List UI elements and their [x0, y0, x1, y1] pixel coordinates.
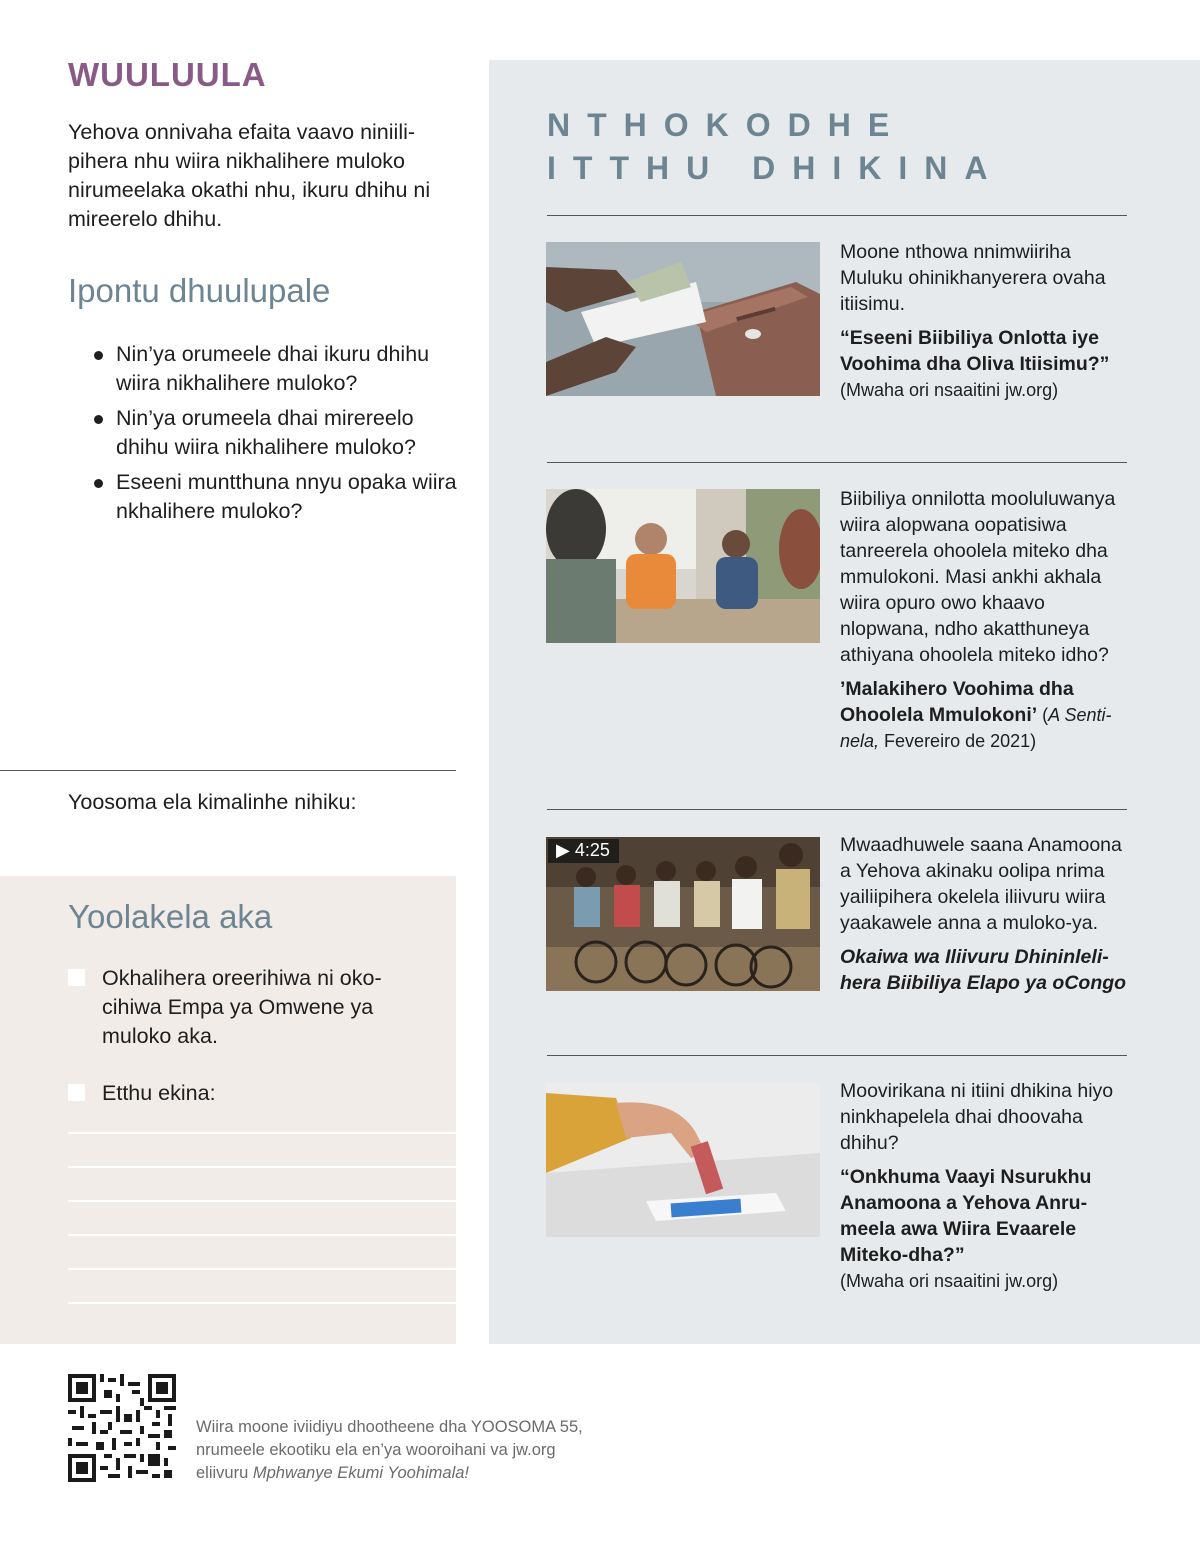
play-icon: ▶	[556, 840, 575, 860]
item-source-publication: A Sentinela,	[840, 705, 1112, 751]
video-duration: 4:25	[574, 840, 610, 860]
meeting-discussion-image[interactable]	[546, 489, 820, 643]
item-description: Biibiliya onnilotta mooluluwanya wiira alopwana oopatisiwa tanreerela ohoolela miteko dha mmulokoni. Masi ankhi akhala wiira opuro owo khaavo nlopwana, ndho akatthuneya athiyana ohoolela miteko idho?	[840, 488, 1116, 666]
explore-heading-line2: ITTHU DHIKINA	[547, 150, 1005, 186]
writing-line[interactable]	[68, 1234, 456, 1236]
review-question: Nin’ya orumeele dhai ikuru dhihu wiira nikhalihere muloko?	[92, 340, 462, 398]
review-heading: Ipontu dhuulupale	[68, 272, 331, 309]
goal-checkbox[interactable]	[68, 969, 85, 986]
item-description: Moovirikana ni itiini dhikina hiyo ninkhapelela dhai dhoovaha dhihu?	[840, 1080, 1114, 1154]
item-description: Mwaadhuwele saana Anamoona a Yehova akinaku oolipa nrima yailiipihera okelela iliivuru wiira yaakawele anna a muloko-ya.	[840, 834, 1122, 934]
explore-item-1	[840, 239, 1135, 403]
explore-heading	[547, 104, 1167, 190]
goal-item[interactable]	[68, 964, 428, 1051]
writing-line[interactable]	[68, 1166, 456, 1168]
footer-line-a: Wiira moone iviidiyu dhootheene dha YOOSOMA 55,	[196, 1418, 583, 1436]
item-divider	[547, 215, 1127, 216]
qr-code[interactable]	[68, 1374, 176, 1482]
item-source: (Mwaha ori nsaaitini jw.org)	[840, 380, 1059, 400]
review-question: Eseeni muntthuna nnyu opaka wiira nkhalihere muloko?	[92, 468, 462, 526]
goal-checkbox[interactable]	[68, 1084, 85, 1101]
item-divider	[547, 809, 1127, 810]
goal-heading: Yoolakela aka	[68, 898, 273, 935]
footer-line-c-prefix: eliivuru	[196, 1464, 253, 1482]
review-question: Nin’ya orumeela dhai mirereelo dhihu wiira nikhalihere muloko?	[92, 404, 462, 462]
item-divider	[547, 462, 1127, 463]
writing-line[interactable]	[68, 1200, 456, 1202]
item-description: Moone nthowa nnimwiiriha Muluku ohinikhanyerera ovaha itiisimu.	[840, 241, 1106, 315]
item-title-link[interactable]: ’Malakihero Voohima dha Ohoolela Mmulokoni’	[840, 678, 1074, 726]
explore-item-3	[840, 832, 1135, 996]
video-duration-badge[interactable]	[548, 839, 619, 863]
explore-heading-line1: NTHOKODHE	[547, 107, 907, 143]
bicycles-group-image[interactable]	[546, 837, 820, 991]
writing-line[interactable]	[68, 1268, 456, 1270]
footer-line-b: nrumeele ekootiku ela en’ya wooroihani va jw.org	[196, 1441, 556, 1459]
item-source: (Mwaha ori nsaaitini jw.org)	[840, 1271, 1059, 1291]
item-title-link[interactable]: “Eseeni Biibiliya Onlotta iye Voohima dha Oliva Itiisimu?”	[840, 327, 1110, 375]
summary-text: Yehova onnivaha efaita vaavo niniilipihera nhu wiira nikhalihere muloko nirumeelaka okathi nhu, ikuru dhihu ni mireerelo dhihu.	[68, 120, 431, 231]
footer-text	[196, 1416, 666, 1485]
item-source-prefix: (	[1037, 705, 1049, 725]
section-divider	[0, 770, 456, 771]
writing-line[interactable]	[68, 1132, 456, 1134]
study-date-line: Yoosoma ela kimalinhe nihiku:	[68, 790, 357, 814]
review-questions	[92, 340, 462, 532]
item-title-link[interactable]: Okaiwa wa Iliivuru Dhininlelihera Biibiliya Elapo ya oCongo	[840, 946, 1127, 994]
footer-book-title: Mphwanye Ekumi Yoohimala!	[252, 1464, 470, 1482]
goal-item-label: Okhalihera oreerihiwa ni okocihiwa Empa ya Omwene ya muloko aka.	[102, 966, 382, 1048]
donation-box-card-image[interactable]	[546, 1083, 820, 1237]
explore-item-2	[840, 486, 1135, 754]
item-title-link[interactable]: “Onkhuma Vaayi Nsurukhu Anamoona a Yehova Anrumeela awa Wiira Evaarele Miteko-dha?”	[840, 1166, 1092, 1266]
item-citation	[840, 676, 1135, 754]
item-divider	[547, 1055, 1127, 1056]
goal-item[interactable]	[68, 1079, 428, 1108]
writing-line[interactable]	[68, 1302, 456, 1304]
goal-box	[0, 876, 456, 1344]
summary-heading: WUULUULA	[68, 56, 267, 93]
goal-item-label: Etthu ekina:	[102, 1081, 216, 1105]
item-source-date: Fevereiro de 2021)	[879, 731, 1037, 751]
explore-item-4	[840, 1078, 1135, 1294]
donation-envelope-image[interactable]	[546, 242, 820, 396]
